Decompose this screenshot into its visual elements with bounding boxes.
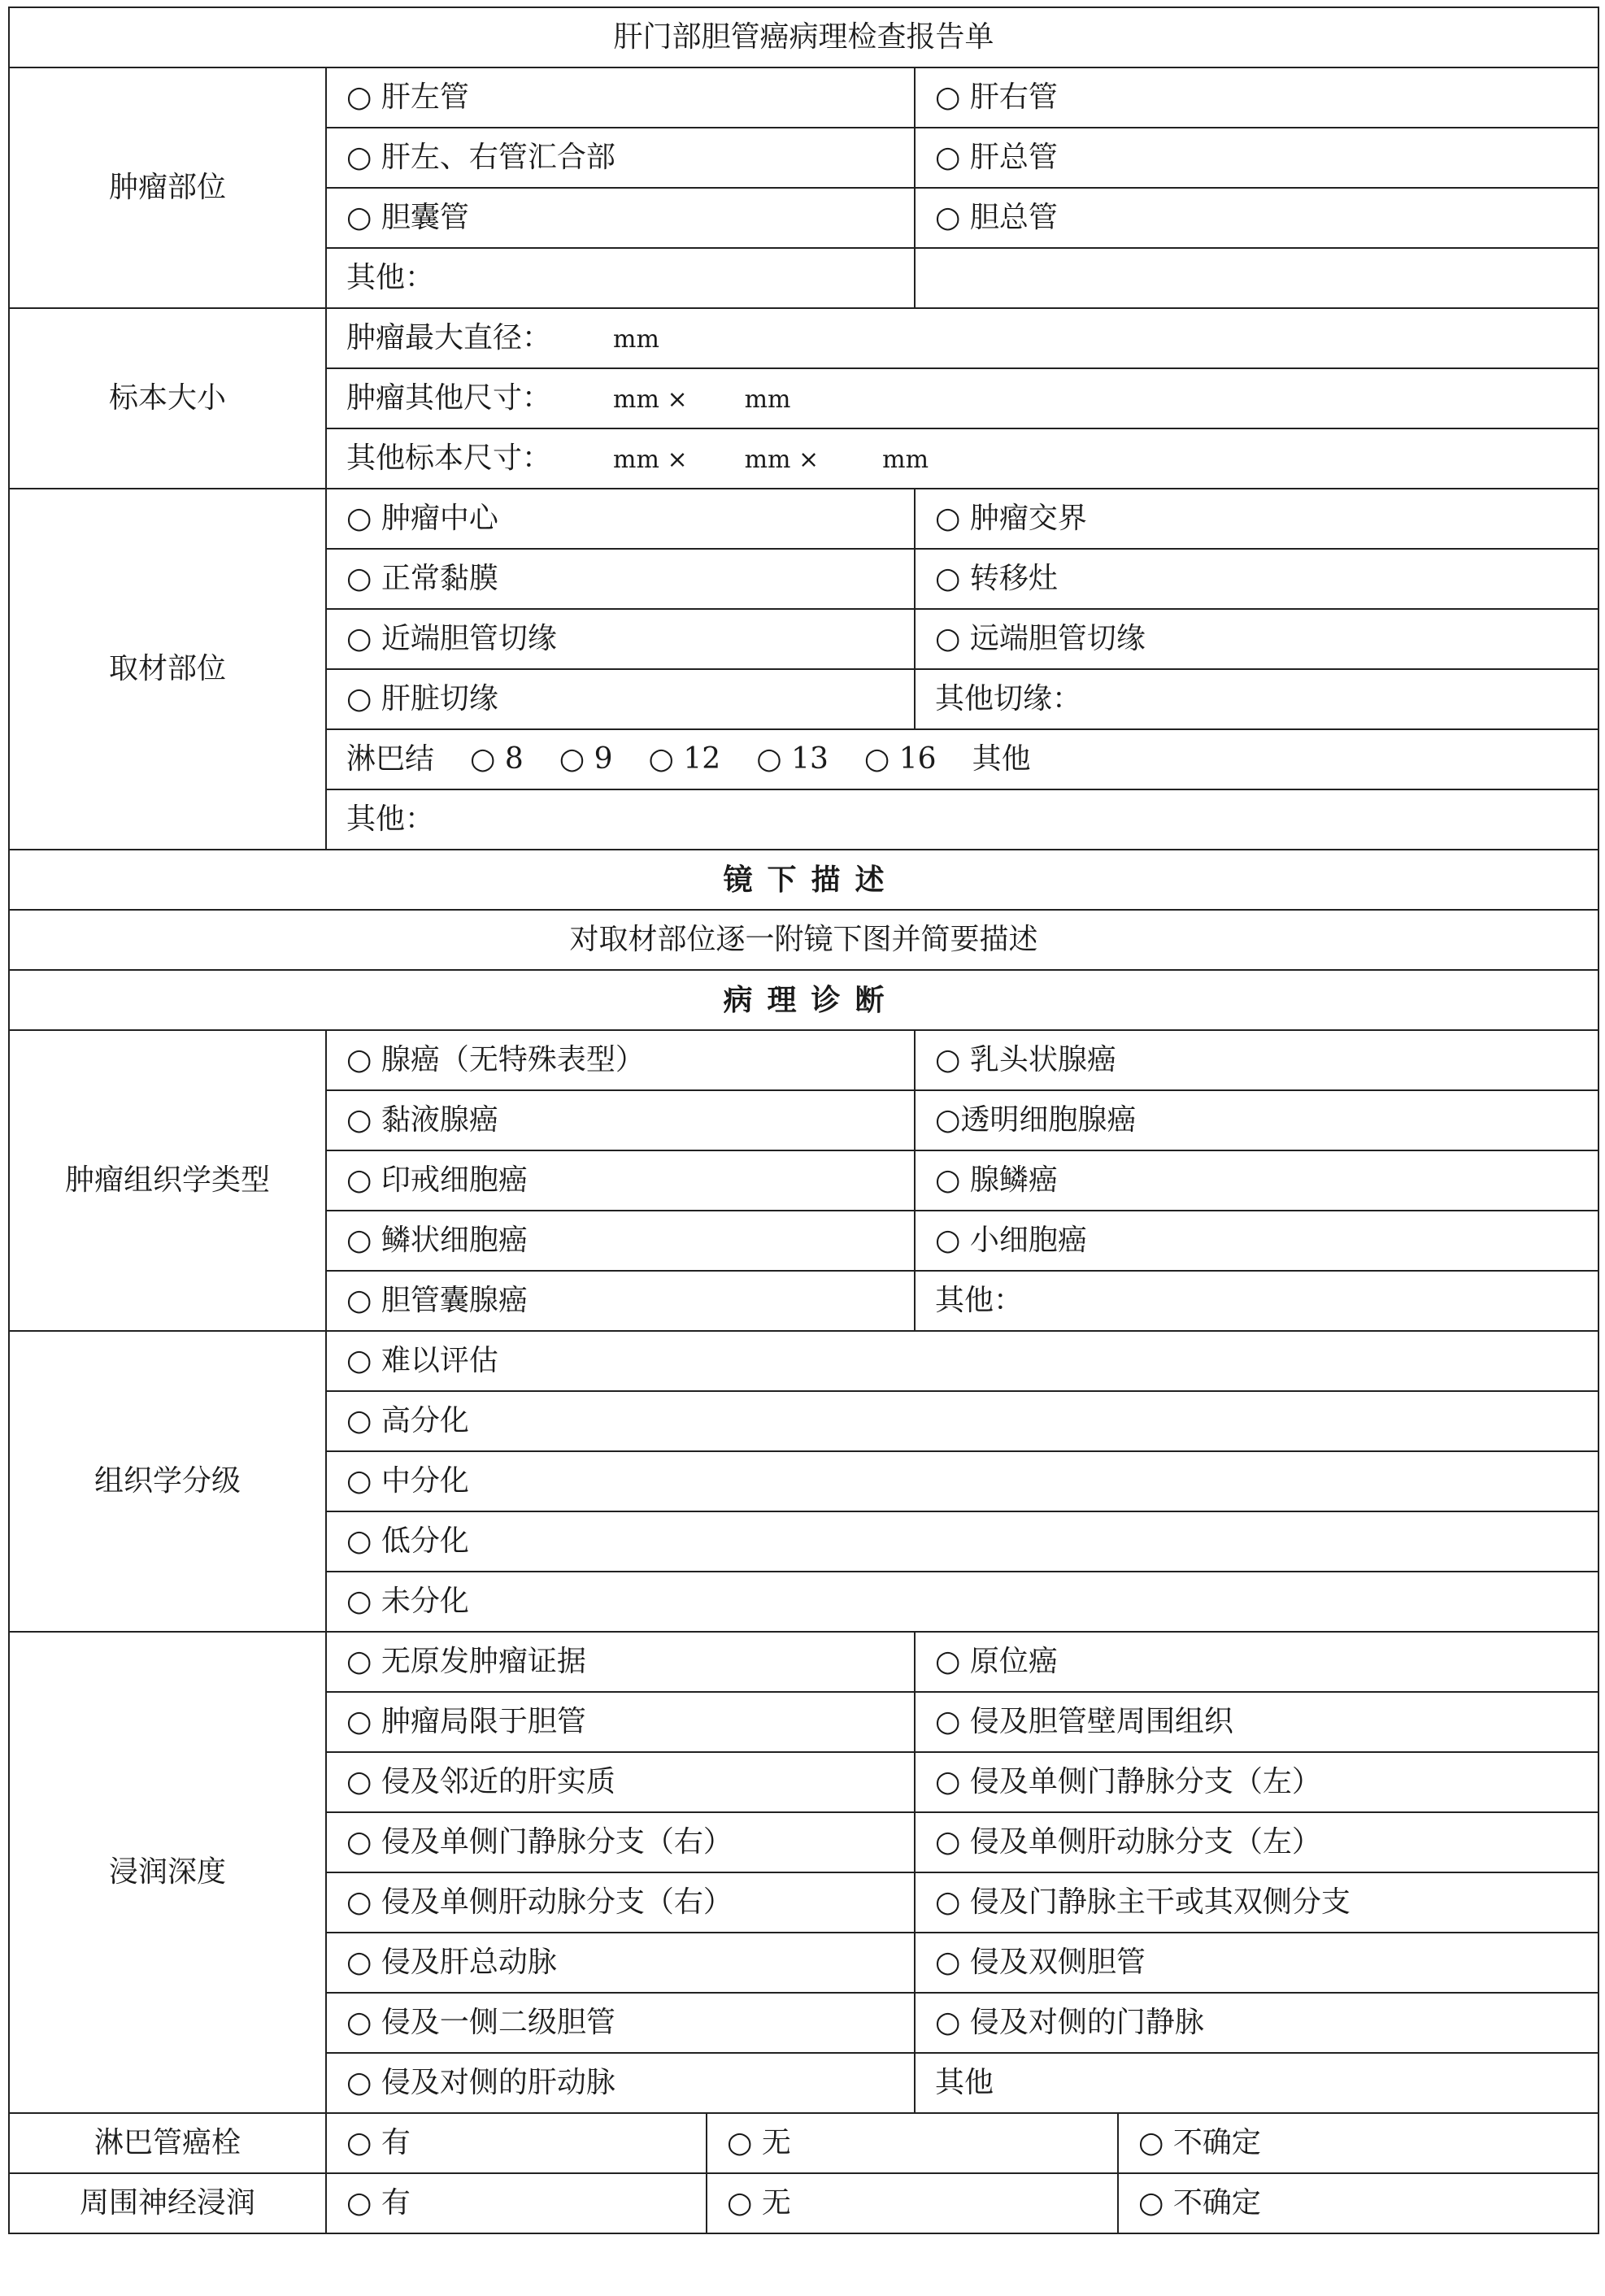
option-confined-to-bile-duct[interactable]: ○ 肿瘤局限于胆管 bbox=[326, 1692, 915, 1752]
perineural-option-yes[interactable]: ○ 有 bbox=[326, 2173, 707, 2233]
lymph-node-label: 淋巴结 bbox=[346, 742, 435, 776]
option-distal-margin[interactable]: ○ 远端胆管切缘 bbox=[915, 609, 1598, 669]
option-adjacent-liver[interactable]: ○ 侵及邻近的肝实质 bbox=[326, 1752, 915, 1812]
histology-type-label: 肿瘤组织学类型 bbox=[9, 1030, 326, 1331]
lymph-option-8[interactable]: ○ 8 bbox=[470, 742, 524, 776]
lymph-option-13[interactable]: ○ 13 bbox=[756, 742, 829, 776]
lymph-other[interactable]: 其他 bbox=[972, 742, 1031, 776]
option-bilateral-bile-ducts[interactable]: ○ 侵及双侧胆管 bbox=[915, 1933, 1598, 1993]
grade-label: 组织学分级 bbox=[9, 1331, 326, 1632]
option-grade-poor[interactable]: ○ 低分化 bbox=[326, 1511, 1598, 1572]
option-clear-cell-adenocarcinoma[interactable]: ○透明细胞腺癌 bbox=[915, 1090, 1598, 1150]
mm-times-unit: mm × bbox=[613, 385, 688, 414]
max-diameter-label: 肿瘤最大直径： bbox=[346, 321, 552, 354]
sampling-site-label: 取材部位 bbox=[9, 489, 326, 850]
option-tumor-border[interactable]: ○ 肿瘤交界 bbox=[915, 489, 1598, 549]
option-mucinous-adenocarcinoma[interactable]: ○ 黏液腺癌 bbox=[326, 1090, 915, 1150]
option-no-primary-tumor[interactable]: ○ 无原发肿瘤证据 bbox=[326, 1632, 915, 1692]
other-dimensions-label: 肿瘤其他尺寸： bbox=[346, 381, 552, 415]
mm-times-unit: mm × bbox=[744, 446, 820, 474]
option-grade-undifferentiated[interactable]: ○ 未分化 bbox=[326, 1572, 1598, 1632]
pathology-report-table bbox=[8, 7, 1599, 2234]
invasion-other-field[interactable]: 其他 bbox=[915, 2053, 1598, 2113]
other-margin-field[interactable]: 其他切缘： bbox=[915, 669, 1598, 729]
option-papillary-adenocarcinoma[interactable]: ○ 乳头状腺癌 bbox=[915, 1030, 1598, 1090]
option-hepatic-artery-branch-right[interactable]: ○ 侵及单侧肝动脉分支（右） bbox=[326, 1872, 915, 1933]
other-specimen-size-field[interactable] bbox=[326, 428, 1598, 489]
report-title: 肝门部胆管癌病理检查报告单 bbox=[9, 7, 1598, 67]
option-hepatic-artery-branch-left[interactable]: ○ 侵及单侧肝动脉分支（左） bbox=[915, 1812, 1598, 1872]
perineural-option-no[interactable]: ○ 无 bbox=[707, 2173, 1118, 2233]
option-squamous-cell[interactable]: ○ 鳞状细胞癌 bbox=[326, 1211, 915, 1271]
lymphovascular-option-no[interactable]: ○ 无 bbox=[707, 2113, 1118, 2173]
option-common-hepatic-duct[interactable]: ○ 肝总管 bbox=[915, 128, 1598, 188]
lymph-node-row bbox=[326, 729, 1598, 789]
other-specimen-size-label: 其他标本尺寸： bbox=[346, 441, 552, 475]
max-diameter-field[interactable] bbox=[326, 308, 1598, 368]
option-tumor-center[interactable]: ○ 肿瘤中心 bbox=[326, 489, 915, 549]
lymphovascular-option-yes[interactable]: ○ 有 bbox=[326, 2113, 707, 2173]
tumor-site-other-blank[interactable] bbox=[915, 248, 1598, 308]
lymph-option-16[interactable]: ○ 16 bbox=[863, 742, 937, 776]
tumor-site-label: 肿瘤部位 bbox=[9, 67, 326, 308]
option-common-hepatic-artery[interactable]: ○ 侵及肝总动脉 bbox=[326, 1933, 915, 1993]
mm-times-unit: mm × bbox=[613, 446, 688, 474]
option-left-hepatic-duct[interactable]: ○ 肝左管 bbox=[326, 67, 915, 128]
sampling-other-field[interactable]: 其他： bbox=[326, 789, 1598, 850]
tumor-site-other-field[interactable]: 其他： bbox=[326, 248, 915, 308]
option-adenosquamous[interactable]: ○ 腺鳞癌 bbox=[915, 1150, 1598, 1211]
other-dimensions-field[interactable] bbox=[326, 368, 1598, 428]
microscopy-instruction: 对取材部位逐一附镜下图并简要描述 bbox=[9, 910, 1598, 970]
option-second-order-bile-duct[interactable]: ○ 侵及一侧二级胆管 bbox=[326, 1993, 915, 2053]
option-grade-moderate[interactable]: ○ 中分化 bbox=[326, 1451, 1598, 1511]
option-normal-mucosa[interactable]: ○ 正常黏膜 bbox=[326, 549, 915, 609]
option-metastasis[interactable]: ○ 转移灶 bbox=[915, 549, 1598, 609]
option-adenocarcinoma-nos[interactable]: ○ 腺癌（无特殊表型） bbox=[326, 1030, 915, 1090]
specimen-size-label: 标本大小 bbox=[9, 308, 326, 489]
option-proximal-margin[interactable]: ○ 近端胆管切缘 bbox=[326, 609, 915, 669]
option-grade-well[interactable]: ○ 高分化 bbox=[326, 1391, 1598, 1451]
perineural-option-uncertain[interactable]: ○ 不确定 bbox=[1118, 2173, 1598, 2233]
option-carcinoma-in-situ[interactable]: ○ 原位癌 bbox=[915, 1632, 1598, 1692]
option-contralateral-portal-vein[interactable]: ○ 侵及对侧的门静脉 bbox=[915, 1993, 1598, 2053]
option-signet-ring-cell[interactable]: ○ 印戒细胞癌 bbox=[326, 1150, 915, 1211]
option-small-cell[interactable]: ○ 小细胞癌 bbox=[915, 1211, 1598, 1271]
option-grade-unassessable[interactable]: ○ 难以评估 bbox=[326, 1331, 1598, 1391]
option-contralateral-hepatic-artery[interactable]: ○ 侵及对侧的肝动脉 bbox=[326, 2053, 915, 2113]
option-common-bile-duct[interactable]: ○ 胆总管 bbox=[915, 188, 1598, 248]
mm-unit: mm bbox=[882, 446, 929, 474]
option-right-hepatic-duct[interactable]: ○ 肝右管 bbox=[915, 67, 1598, 128]
mm-unit: mm bbox=[613, 325, 659, 354]
invasion-depth-label: 浸润深度 bbox=[9, 1632, 326, 2113]
option-main-portal-vein[interactable]: ○ 侵及门静脉主干或其双侧分支 bbox=[915, 1872, 1598, 1933]
lymphovascular-option-uncertain[interactable]: ○ 不确定 bbox=[1118, 2113, 1598, 2173]
option-cystic-duct[interactable]: ○ 胆囊管 bbox=[326, 188, 915, 248]
option-periductal-tissue[interactable]: ○ 侵及胆管壁周围组织 bbox=[915, 1692, 1598, 1752]
diagnosis-heading: 病理诊断 bbox=[9, 970, 1598, 1030]
option-liver-margin[interactable]: ○ 肝脏切缘 bbox=[326, 669, 915, 729]
perineural-label: 周围神经浸润 bbox=[9, 2173, 326, 2233]
mm-unit: mm bbox=[744, 385, 791, 414]
option-portal-vein-branch-right[interactable]: ○ 侵及单侧门静脉分支（右） bbox=[326, 1812, 915, 1872]
option-biliary-cystadenocarcinoma[interactable]: ○ 胆管囊腺癌 bbox=[326, 1271, 915, 1331]
option-hepatic-confluence[interactable]: ○ 肝左、右管汇合部 bbox=[326, 128, 915, 188]
lymphovascular-label: 淋巴管癌栓 bbox=[9, 2113, 326, 2173]
lymph-option-9[interactable]: ○ 9 bbox=[559, 742, 613, 776]
option-portal-vein-branch-left[interactable]: ○ 侵及单侧门静脉分支（左） bbox=[915, 1752, 1598, 1812]
microscopy-heading: 镜下描述 bbox=[9, 850, 1598, 910]
lymph-option-12[interactable]: ○ 12 bbox=[648, 742, 721, 776]
histology-other-field[interactable]: 其他： bbox=[915, 1271, 1598, 1331]
